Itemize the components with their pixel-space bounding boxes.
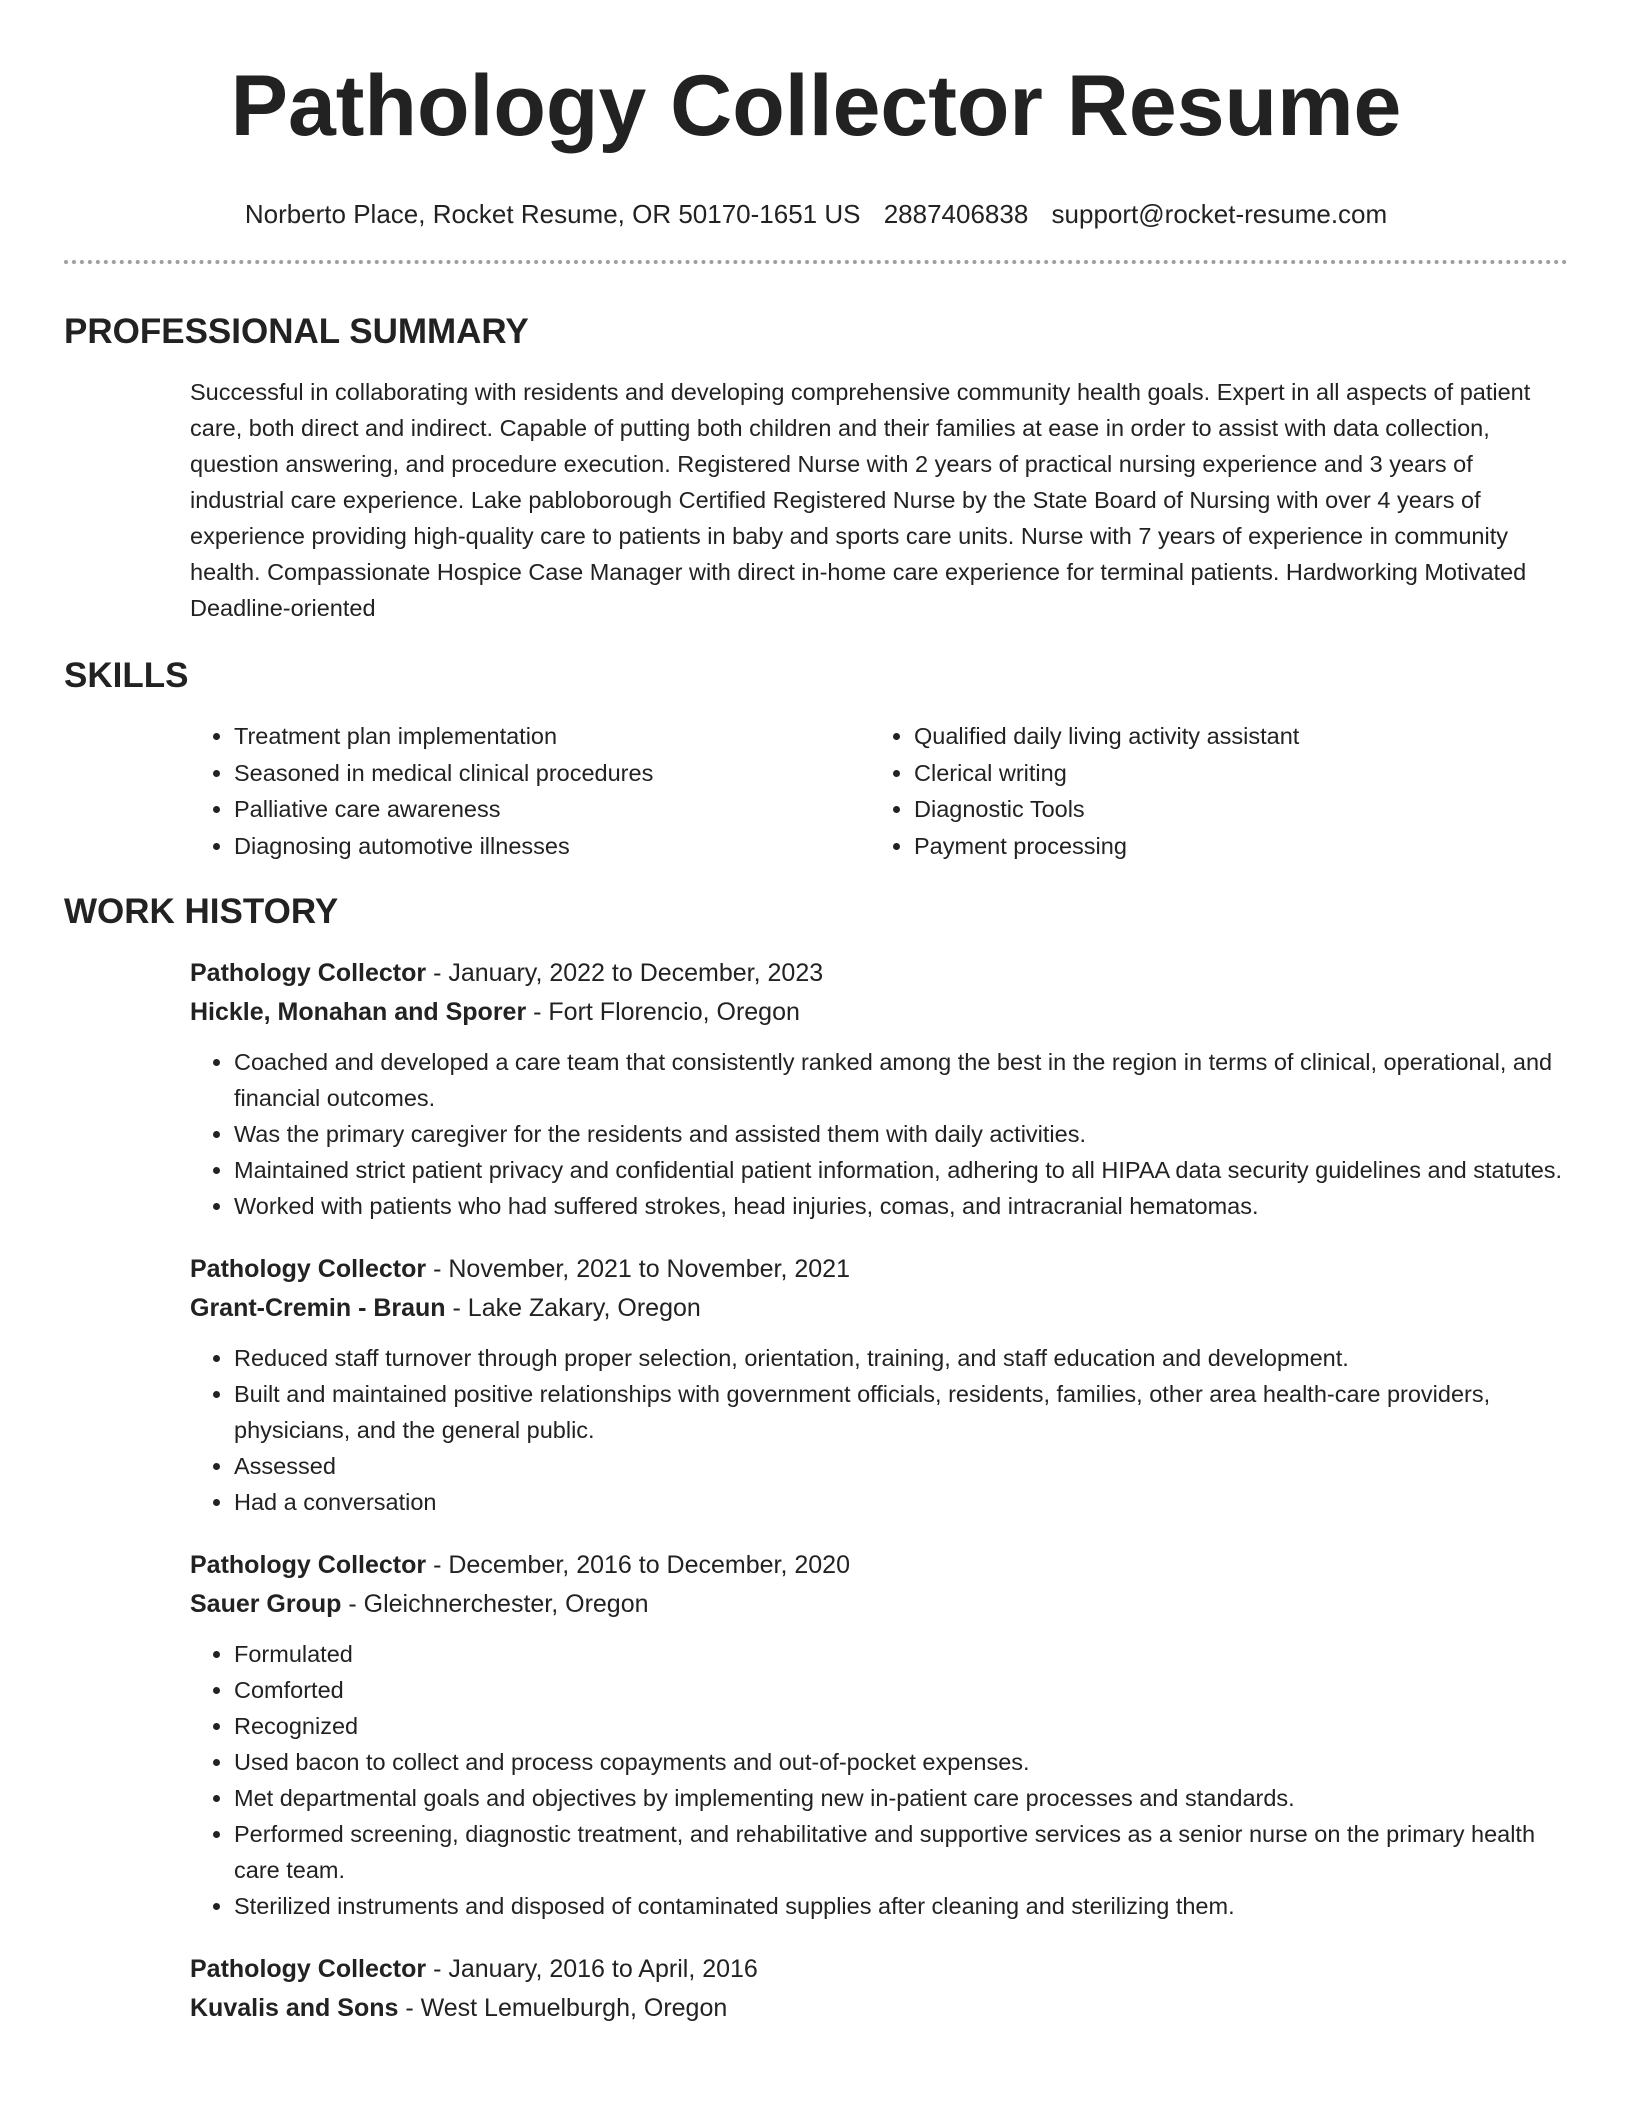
job-entry bbox=[190, 1250, 1568, 1520]
skill-item: • Diagnosing automotive illnesses bbox=[234, 828, 870, 865]
job-entry bbox=[190, 1950, 1568, 2028]
job-company-line bbox=[190, 1289, 1568, 1328]
job-title: Pathology Collector bbox=[190, 959, 427, 987]
section-heading-work-history: WORK HISTORY bbox=[64, 892, 339, 931]
job-bullets bbox=[190, 1340, 1568, 1520]
job-location: - Fort Florencio, Oregon bbox=[526, 998, 800, 1026]
skills-column-right bbox=[870, 718, 1550, 864]
job-bullet: • Recognized bbox=[234, 1708, 1568, 1744]
job-company: Hickle, Monahan and Sporer bbox=[190, 998, 527, 1026]
summary-text: Successful in collaborating with residents and developing comprehensive community health goals. Expert in all aspects of patient care, both direct and indirect. Capable of putting both children and their families at ease in order to assist with data collection, question answering, and procedure execution. Registered Nurse with 2 years of practical nursing experience and 3 years of industrial care experience. Lake pabloborough Certified Registered Nurse by the State Board of Nursing with over 4 years of experience providing high-quality care to patients in baby and sports care units. Nurse with 7 years of experience in community health. Compassionate Hospice Case Manager with direct in-home care experience for terminal patients. Hardworking Motivated Deadline-oriented bbox=[190, 379, 1531, 621]
job-dates: - January, 2016 to April, 2016 bbox=[426, 1955, 758, 1983]
job-bullet: • Used bacon to collect and process copayments and out-of-pocket expenses. bbox=[234, 1744, 1568, 1780]
job-company: Kuvalis and Sons bbox=[190, 1994, 399, 2022]
job-company-line bbox=[190, 1585, 1568, 1624]
job-bullet: • Reduced staff turnover through proper selection, orientation, training, and staff education and development. bbox=[234, 1340, 1568, 1376]
job-location: - Lake Zakary, Oregon bbox=[445, 1294, 701, 1322]
job-bullets bbox=[190, 1044, 1568, 1224]
skill-item: • Palliative care awareness bbox=[234, 791, 870, 828]
skill-item: • Treatment plan implementation bbox=[234, 718, 870, 755]
job-location: - West Lemuelburgh, Oregon bbox=[398, 1994, 728, 2022]
job-dates: - December, 2016 to December, 2020 bbox=[426, 1551, 850, 1579]
contact-email: support@rocket-resume.com bbox=[1051, 199, 1388, 229]
job-bullet: • Performed screening, diagnostic treatment, and rehabilitative and supportive services as a senior nurse on the primary health care team. bbox=[234, 1816, 1568, 1888]
job-company-line bbox=[190, 1989, 1568, 2028]
job-bullet: • Comforted bbox=[234, 1672, 1568, 1708]
job-entry bbox=[190, 1546, 1568, 1924]
job-company: Sauer Group bbox=[190, 1590, 342, 1618]
job-bullet: • Maintained strict patient privacy and confidential patient information, adhering to all HIPAA data security guidelines and statutes. bbox=[234, 1152, 1568, 1188]
skill-item: • Diagnostic Tools bbox=[914, 791, 1550, 828]
skill-item: • Payment processing bbox=[914, 828, 1550, 865]
job-title: Pathology Collector bbox=[190, 1551, 427, 1579]
contact-phone: 2887406838 bbox=[883, 199, 1029, 229]
job-company-line bbox=[190, 993, 1568, 1032]
job-bullet: • Was the primary caregiver for the residents and assisted them with daily activities. bbox=[234, 1116, 1568, 1152]
job-title-line bbox=[190, 1546, 1568, 1585]
section-heading-summary: PROFESSIONAL SUMMARY bbox=[64, 312, 529, 351]
job-bullet: • Met departmental goals and objectives by implementing new in-patient care processes and standards. bbox=[234, 1780, 1568, 1816]
job-bullet: • Sterilized instruments and disposed of contaminated supplies after cleaning and sterilizing them. bbox=[234, 1888, 1568, 1924]
skill-item: • Clerical writing bbox=[914, 755, 1550, 792]
job-dates: - January, 2022 to December, 2023 bbox=[426, 959, 824, 987]
contact-address: Norberto Place, Rocket Resume, OR 50170-1651 US bbox=[244, 199, 861, 229]
job-title-line bbox=[190, 1250, 1568, 1289]
job-bullet: • Had a conversation bbox=[234, 1484, 1568, 1520]
job-dates: - November, 2021 to November, 2021 bbox=[426, 1255, 850, 1283]
resume-title: Pathology Collector Resume bbox=[230, 58, 1402, 154]
job-title: Pathology Collector bbox=[190, 1255, 427, 1283]
skill-item: • Seasoned in medical clinical procedures bbox=[234, 755, 870, 792]
section-heading-skills: SKILLS bbox=[64, 656, 189, 695]
job-bullet: • Assessed bbox=[234, 1448, 1568, 1484]
skills-list bbox=[190, 718, 1568, 864]
job-title-line bbox=[190, 1950, 1568, 1989]
header-divider bbox=[64, 260, 1568, 264]
job-entry bbox=[190, 954, 1568, 1224]
skill-item: • Qualified daily living activity assistant bbox=[914, 718, 1550, 755]
job-bullet: • Formulated bbox=[234, 1636, 1568, 1672]
job-title-line bbox=[190, 954, 1568, 993]
job-title: Pathology Collector bbox=[190, 1955, 427, 1983]
skills-column-left bbox=[190, 718, 870, 864]
job-bullet: • Built and maintained positive relationships with government officials, residents, families, other area health-care providers, physicians, and the general public. bbox=[234, 1376, 1568, 1448]
job-company: Grant-Cremin - Braun bbox=[190, 1294, 446, 1322]
job-bullet: • Worked with patients who had suffered strokes, head injuries, comas, and intracranial hematomas. bbox=[234, 1188, 1568, 1224]
job-bullets bbox=[190, 1636, 1568, 1924]
contact-line bbox=[64, 198, 1568, 230]
job-bullet: • Coached and developed a care team that consistently ranked among the best in the region in terms of clinical, operational, and financial outcomes. bbox=[234, 1044, 1568, 1116]
job-location: - Gleichnerchester, Oregon bbox=[341, 1590, 649, 1618]
